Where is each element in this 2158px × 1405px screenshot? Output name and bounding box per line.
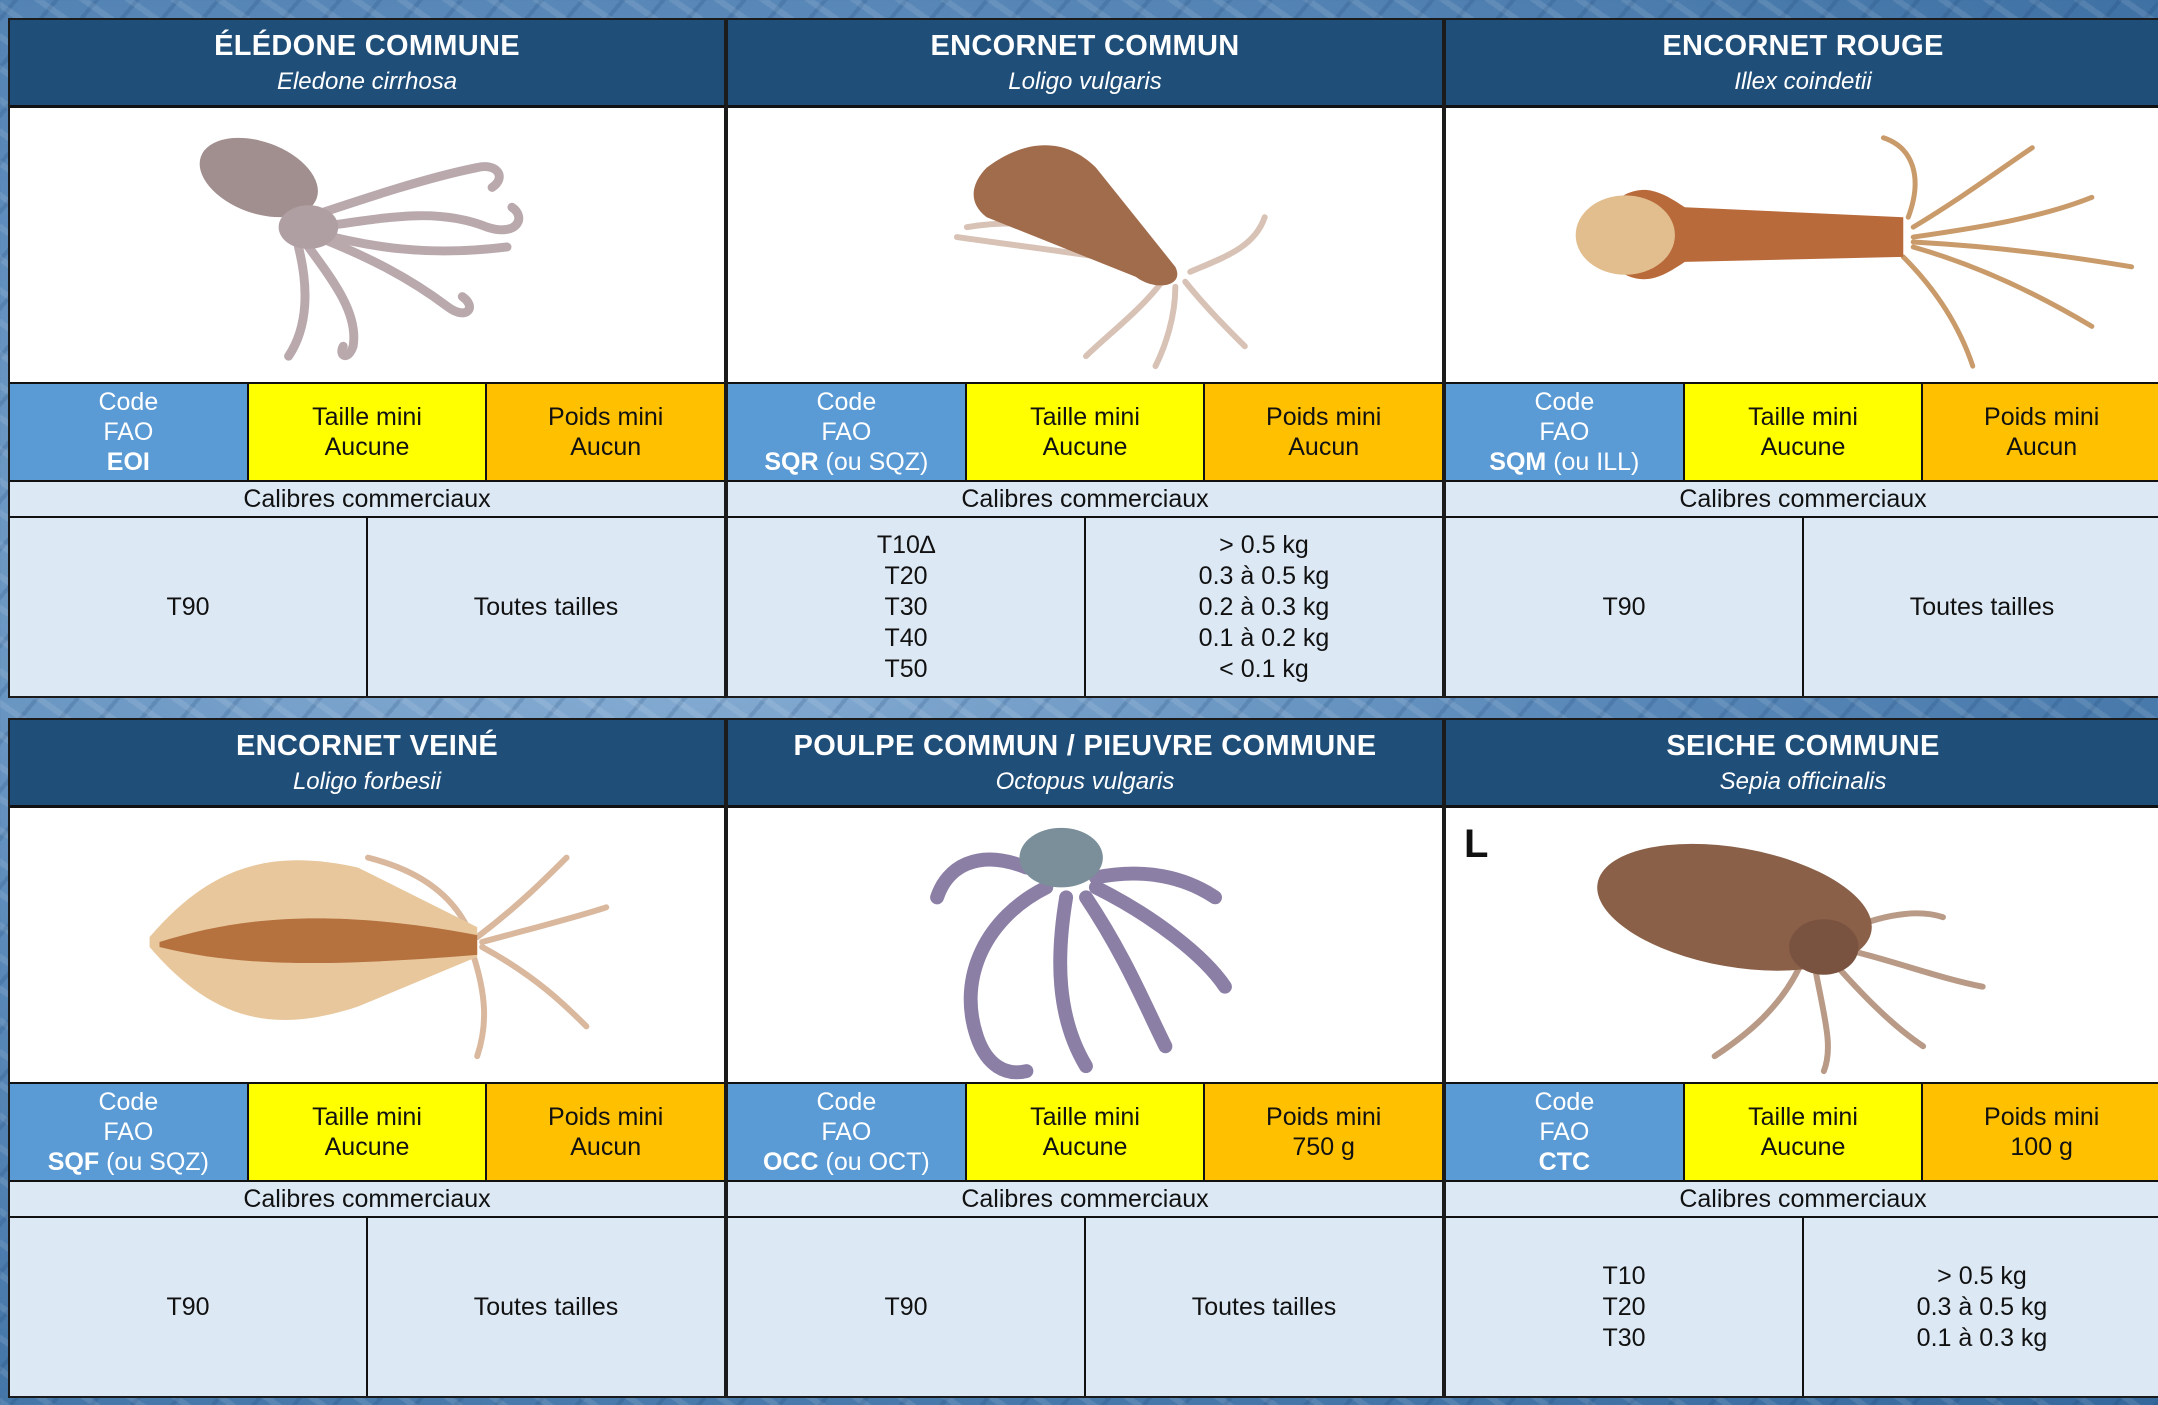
codes-row	[728, 384, 1442, 482]
card-header	[728, 720, 1442, 808]
min-weight-value: Aucun	[1288, 433, 1360, 461]
calibre-line: > 0.5 kg	[1219, 530, 1309, 559]
common-name: POULPE COMMUN / PIEUVRE COMMUNE	[793, 730, 1377, 762]
min-weight-value: Aucun	[2006, 433, 2078, 461]
scientific-name: Loligo vulgaris	[1008, 68, 1162, 95]
species-card-encornet-rouge	[1444, 18, 2158, 698]
scientific-name: Illex coindetii	[1734, 68, 1872, 95]
calibre-line: Toutes tailles	[473, 592, 619, 621]
min-size-value: Aucune	[1760, 433, 1846, 461]
min-weight-value: Aucun	[570, 1133, 642, 1161]
species-photo	[1446, 808, 2158, 1084]
calibre-line: > 0.5 kg	[1937, 1261, 2027, 1290]
octopus-illustration	[728, 808, 1442, 1082]
min-weight-cell: Poids mini 100 g	[1923, 1084, 2158, 1180]
calibre-line: Toutes tailles	[473, 1292, 619, 1321]
fao-code: SQR	[764, 448, 819, 476]
calibre-sizes	[728, 1218, 1086, 1396]
octopus-illustration	[10, 108, 724, 382]
calibre-sizes	[728, 518, 1086, 696]
species-card-seiche	[1444, 718, 2158, 1398]
calibre-line: 0.3 à 0.5 kg	[1198, 561, 1330, 590]
fao-code: CTC	[1538, 1148, 1591, 1176]
calibre-line: Toutes tailles	[1191, 1292, 1337, 1321]
calibre-weights	[368, 518, 724, 696]
calibre-line: T10	[1602, 1261, 1646, 1290]
calibre-line: T20	[1602, 1292, 1646, 1321]
fao-code: SQM	[1489, 448, 1547, 476]
fao-code-cell: Code FAO OCC (ou OCT)	[728, 1084, 967, 1180]
calibres-title: Calibres commerciaux	[728, 482, 1442, 518]
calibres-table	[1446, 518, 2158, 696]
fao-code-cell: Code FAO EOI	[10, 384, 249, 480]
min-size-value: Aucune	[1042, 1133, 1128, 1161]
calibres-title: Calibres commerciaux	[1446, 482, 2158, 518]
species-card-eledone	[8, 18, 726, 698]
calibre-weights	[1086, 1218, 1442, 1396]
card-header	[1446, 720, 2158, 808]
min-weight-value: 100 g	[2010, 1133, 2073, 1161]
calibre-line: T30	[884, 592, 928, 621]
calibres-title: Calibres commerciaux	[10, 482, 724, 518]
calibre-line: 0.2 à 0.3 kg	[1198, 592, 1330, 621]
min-size-value: Aucune	[324, 433, 410, 461]
fao-code: EOI	[106, 448, 150, 476]
species-photo	[728, 108, 1442, 384]
min-size-cell: Taille mini Aucune	[967, 1084, 1206, 1180]
min-size-cell: Taille mini Aucune	[1685, 384, 1924, 480]
squid-illustration	[728, 108, 1442, 382]
calibre-sizes	[1446, 518, 1804, 696]
codes-row	[1446, 384, 2158, 482]
scientific-name: Octopus vulgaris	[995, 768, 1175, 795]
calibre-line: T90	[166, 592, 210, 621]
min-weight-cell: Poids mini Aucun	[487, 384, 724, 480]
photo-marker: L	[1464, 822, 1489, 866]
min-size-cell: Taille mini Aucune	[249, 1084, 488, 1180]
squid-illustration	[10, 808, 724, 1082]
calibre-sizes	[10, 1218, 368, 1396]
species-photo	[10, 108, 724, 384]
calibre-line: T90	[166, 1292, 210, 1321]
calibre-line: 0.1 à 0.2 kg	[1198, 623, 1330, 652]
fao-code: SQF	[47, 1148, 100, 1176]
scientific-name: Loligo forbesii	[292, 768, 442, 795]
cuttlefish-illustration	[1446, 808, 2158, 1082]
min-size-value: Aucune	[324, 1133, 410, 1161]
common-name: ÉLÉDONE COMMUNE	[214, 30, 520, 62]
calibres-table	[728, 1218, 1442, 1396]
common-name: ENCORNET COMMUN	[930, 30, 1240, 62]
common-name: SEICHE COMMUNE	[1666, 730, 1940, 762]
calibres-table	[10, 1218, 724, 1396]
calibre-line: T90	[1602, 592, 1646, 621]
calibre-weights	[368, 1218, 724, 1396]
fao-code: OCC	[762, 1148, 819, 1176]
calibres-title: Calibres commerciaux	[728, 1182, 1442, 1218]
scientific-name: Sepia officinalis	[1719, 768, 1887, 795]
calibre-weights	[1086, 518, 1442, 696]
min-weight-cell: Poids mini 750 g	[1205, 1084, 1442, 1180]
min-size-value: Aucune	[1042, 433, 1128, 461]
calibre-line: T90	[884, 1292, 928, 1321]
codes-row	[10, 1084, 724, 1182]
card-header	[10, 20, 724, 108]
calibre-line: < 0.1 kg	[1219, 654, 1309, 683]
calibre-line: Toutes tailles	[1909, 592, 2055, 621]
species-photo	[10, 808, 724, 1084]
card-header	[1446, 20, 2158, 108]
squid-illustration	[1446, 108, 2158, 382]
calibre-line: T30	[1602, 1323, 1646, 1352]
min-size-cell: Taille mini Aucune	[967, 384, 1206, 480]
calibre-line: 0.1 à 0.3 kg	[1916, 1323, 2048, 1352]
card-header	[728, 20, 1442, 108]
common-name: ENCORNET ROUGE	[1662, 30, 1944, 62]
min-weight-cell: Poids mini Aucun	[1205, 384, 1442, 480]
scientific-name: Eledone cirrhosa	[276, 68, 458, 95]
species-card-encornet-veine	[8, 718, 726, 1398]
calibre-line: 0.3 à 0.5 kg	[1916, 1292, 2048, 1321]
calibre-line: T50	[884, 654, 928, 683]
species-card-encornet-commun	[726, 18, 1444, 698]
min-weight-value: Aucun	[570, 433, 642, 461]
min-size-value: Aucune	[1760, 1133, 1846, 1161]
calibres-table	[10, 518, 724, 696]
calibre-weights	[1804, 518, 2158, 696]
species-photo	[1446, 108, 2158, 384]
min-size-cell: Taille mini Aucune	[1685, 1084, 1924, 1180]
min-weight-cell: Poids mini Aucun	[487, 1084, 724, 1180]
min-weight-value: 750 g	[1292, 1133, 1355, 1161]
calibre-line: T20	[884, 561, 928, 590]
min-size-cell: Taille mini Aucune	[249, 384, 488, 480]
calibres-title: Calibres commerciaux	[10, 1182, 724, 1218]
fao-code-cell: Code FAO CTC	[1446, 1084, 1685, 1180]
codes-row	[728, 1084, 1442, 1182]
fao-code-cell: Code FAO SQR (ou SQZ)	[728, 384, 967, 480]
species-card-poulpe	[726, 718, 1444, 1398]
calibre-line: T10∆	[876, 530, 936, 559]
calibres-title: Calibres commerciaux	[1446, 1182, 2158, 1218]
calibre-weights	[1804, 1218, 2158, 1396]
common-name: ENCORNET VEINÉ	[235, 730, 498, 762]
calibre-sizes	[1446, 1218, 1804, 1396]
fao-code-cell: Code FAO SQF (ou SQZ)	[10, 1084, 249, 1180]
calibres-table	[1446, 1218, 2158, 1396]
calibre-sizes	[10, 518, 368, 696]
calibres-table	[728, 518, 1442, 696]
card-header	[10, 720, 724, 808]
fao-code-cell: Code FAO SQM (ou ILL)	[1446, 384, 1685, 480]
codes-row	[10, 384, 724, 482]
min-weight-cell: Poids mini Aucun	[1923, 384, 2158, 480]
species-photo	[728, 808, 1442, 1084]
codes-row	[1446, 1084, 2158, 1182]
calibre-line: T40	[884, 623, 928, 652]
